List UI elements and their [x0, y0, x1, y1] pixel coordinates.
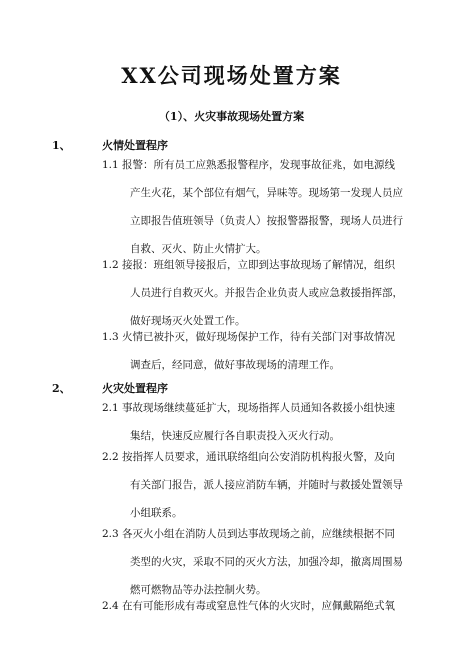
text-line: 自救、灭火、防止火情扩大。 [130, 243, 267, 255]
paragraph-1-1 [100, 151, 420, 263]
text-line: 产生火花，某个部位有烟气，异味等。现场第一发现人员应 [130, 187, 403, 199]
paragraph-2-2 [100, 443, 420, 527]
section-number: 1、 [52, 139, 71, 152]
text-line: 1.3 火情已被扑灭，做好现场保护工作，待有关部门对事故情况 [102, 331, 396, 343]
text-line: 做好现场灭火处置工作。 [130, 315, 246, 327]
text-line: 1.2 接报：班组领导接报后，立即到达事故现场了解情况，组织 [102, 259, 396, 271]
text-line: 类型的火灾，采取不同的灭火方法，加强冷却，撤离周围易 [130, 556, 403, 568]
text-line: 2.4 在有可能形成有毒或窒息性气体的火灾时，应佩戴隔绝式氧 [102, 600, 396, 612]
paragraph-1-3 [100, 323, 420, 379]
document-subtitle: （1）、火灾事故现场处置方案 [158, 110, 305, 123]
document-title: XX公司现场处置方案 [121, 63, 342, 88]
text-line: 有关部门报告，派人接应消防车辆，并随时与救援处置领导 [130, 479, 403, 491]
text-line: 2.1 事故现场继续蔓延扩大，现场指挥人员通知各救援小组快速 [102, 402, 396, 414]
text-line: 燃可燃物品等办法控制火势。 [130, 584, 267, 596]
text-line: 立即报告值班领导（负责人）按报警器报警，现场人员进行 [130, 215, 403, 227]
text-line: 集结，快速反应履行各自职责投入灭火行动。 [130, 430, 340, 442]
text-line: 人员进行自救灭火。并报告企业负责人或应急救援指挥部， [130, 287, 403, 299]
section-title: 火情处置程序 [102, 139, 168, 152]
text-line: 2.3 各灭火小组在消防人员到达事故现场之前，应继续根据不同 [102, 528, 396, 540]
paragraph-2-4 [100, 592, 420, 620]
text-line: 2.2 按指挥人员要求，通讯联络组向公安消防机构报火警，及向 [102, 451, 396, 463]
text-line: 1.1 报警：所有员工应熟悉报警程序，发现事故征兆，如电源线 [102, 159, 396, 171]
text-line: 小组联系。 [130, 507, 183, 519]
paragraph-2-1 [100, 394, 420, 450]
section-number: 2、 [52, 382, 71, 395]
text-line: 调查后，经同意，做好事故现场的清理工作。 [130, 359, 340, 371]
section-title: 火灾处置程序 [102, 382, 168, 395]
